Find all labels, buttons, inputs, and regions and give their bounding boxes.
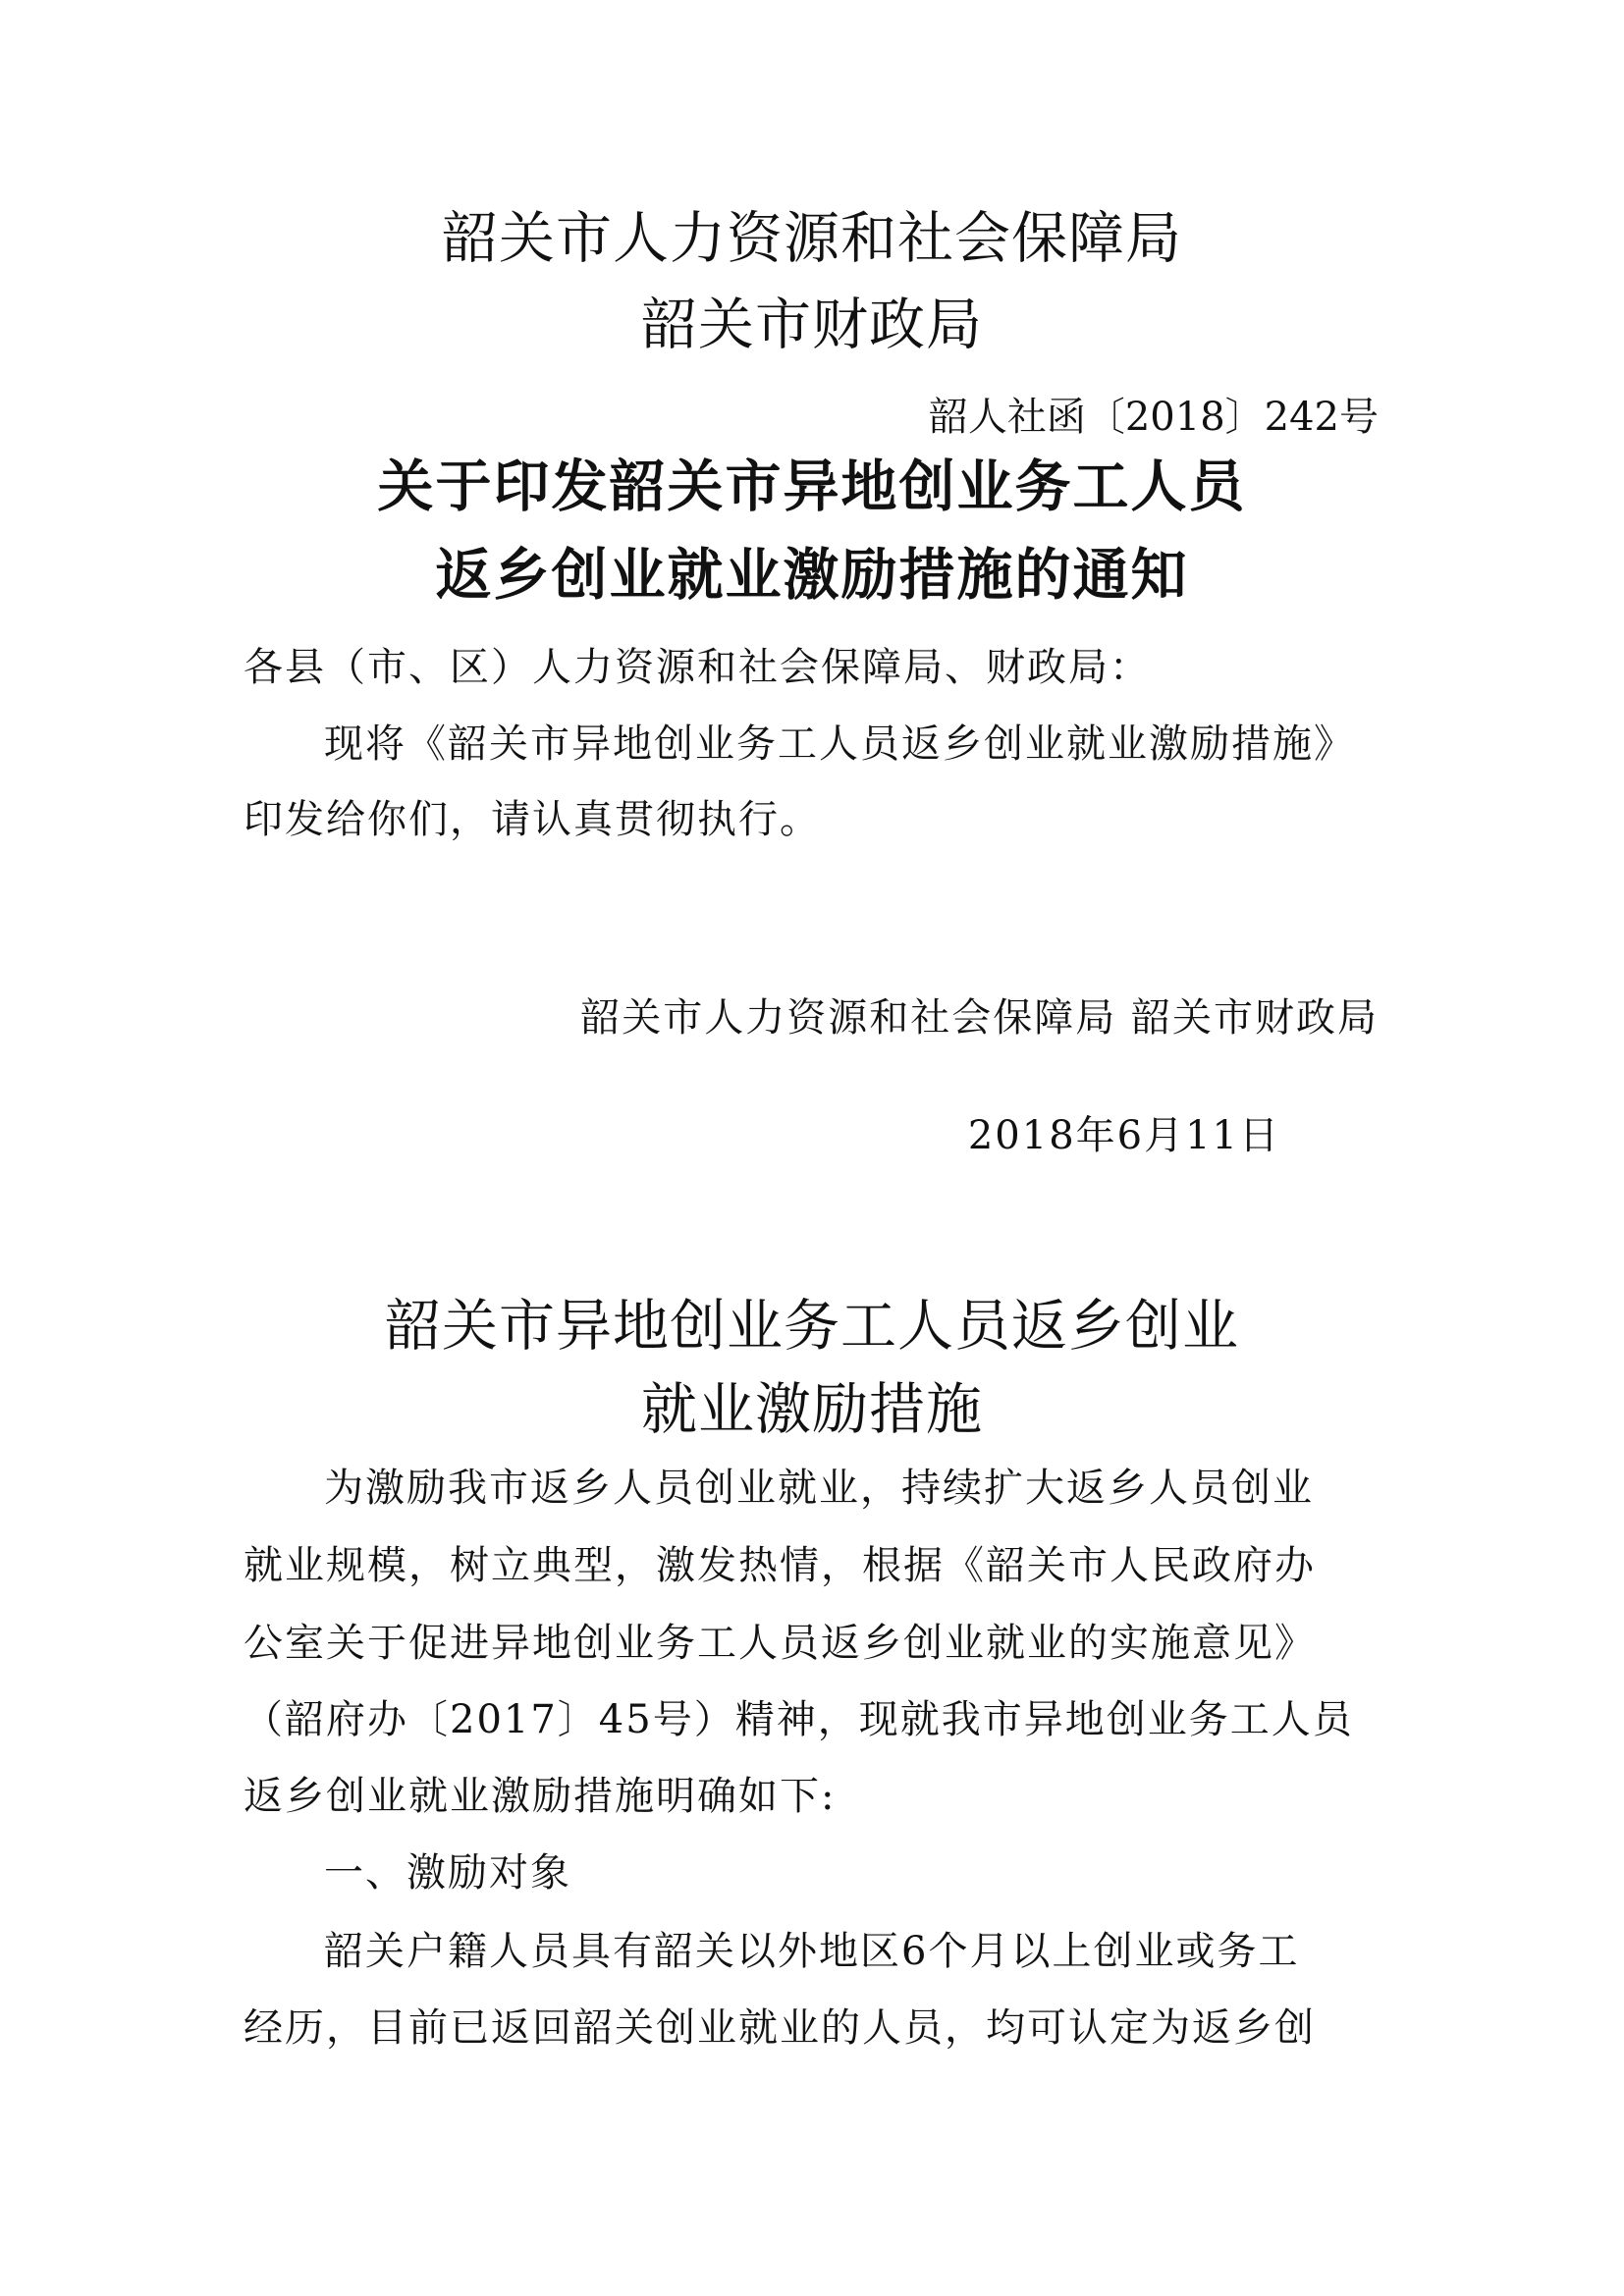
- paragraph-line: （韶府办〔2017〕45号）精神，现就我市异地创业务工人员: [244, 1697, 1354, 1742]
- notice-body-line-1: 现将《韶关市异地创业务工人员返乡创业就业激励措施》: [324, 721, 1355, 767]
- issuer-line-2: 韶关市财政局: [641, 293, 983, 357]
- addressee: 各县（市、区）人力资源和社会保障局、财政局：: [244, 645, 1151, 690]
- paragraph-line: 经历，目前已返回韶关创业就业的人员，均可认定为返乡创: [244, 2005, 1316, 2051]
- signature: 韶关市人力资源和社会保障局 韶关市财政局: [580, 995, 1379, 1041]
- measures-title-line-1: 韶关市异地创业务工人员返乡创业: [385, 1294, 1239, 1359]
- notice-body-line-2: 印发给你们，请认真贯彻执行。: [244, 797, 821, 842]
- notice-title-line-2: 返乡创业就业激励措施的通知: [435, 543, 1189, 608]
- paragraph-line: 就业规模，树立典型，激发热情，根据《韶关市人民政府办: [244, 1543, 1316, 1588]
- paragraph-line: 返乡创业就业激励措施明确如下:: [244, 1774, 837, 1819]
- paragraph-line: 公室关于促进异地创业务工人员返乡创业就业的实施意见》: [244, 1621, 1316, 1666]
- section-heading: 一、激励对象: [324, 1850, 571, 1896]
- notice-title-line-1: 关于印发韶关市异地创业务工人员: [377, 454, 1247, 519]
- issuer-line-1: 韶关市人力资源和社会保障局: [442, 206, 1182, 271]
- document-number: 韶人社函〔2018〕242号: [928, 395, 1379, 440]
- measures-title-line-2: 就业激励措施: [641, 1377, 983, 1442]
- issue-date: 2018年6月11日: [967, 1113, 1280, 1158]
- paragraph-line: 为激励我市返乡人员创业就业，持续扩大返乡人员创业: [324, 1466, 1314, 1511]
- paragraph-line: 韶关户籍人员具有韶关以外地区6个月以上创业或务工: [324, 1929, 1300, 1974]
